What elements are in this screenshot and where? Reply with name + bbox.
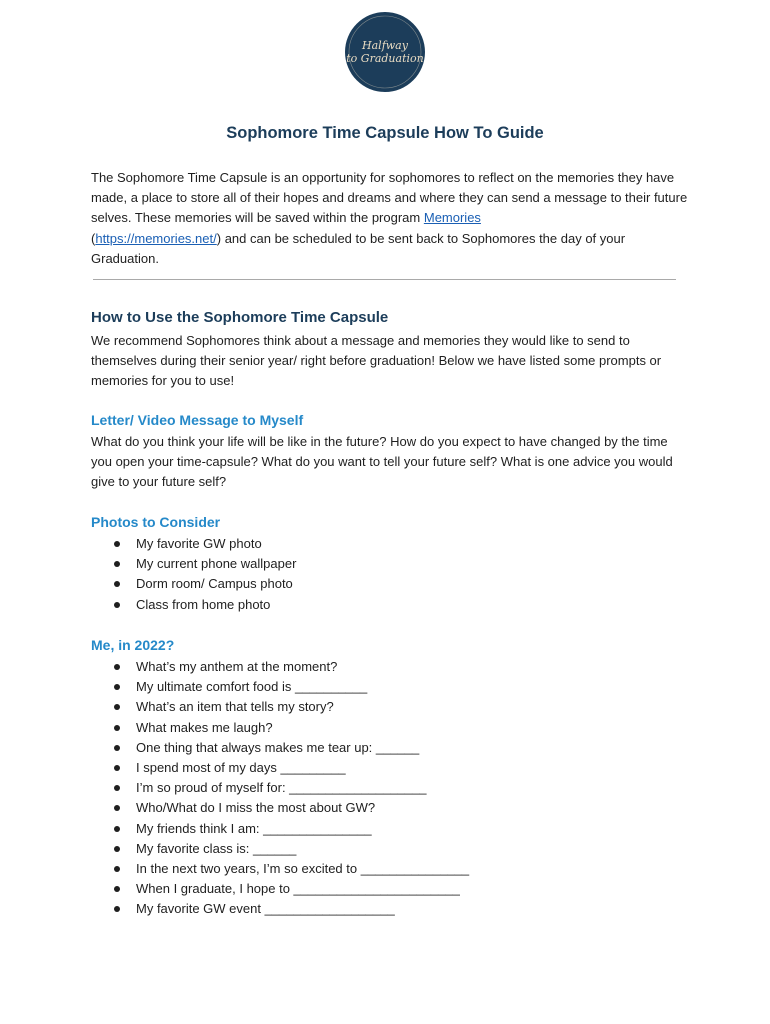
section-divider	[93, 279, 676, 280]
list-item: My favorite GW event __________________	[0, 899, 469, 919]
list-item: What’s my anthem at the moment?	[0, 657, 469, 677]
how-to-body: We recommend Sophomores think about a message and memories they would like to send to themselves during their senior year/ right before graduation! Below we have listed some prompts or memories for you to use!	[91, 333, 662, 389]
bullet-icon	[114, 785, 120, 791]
bullet-icon	[114, 826, 120, 832]
list-item: My ultimate comfort food is __________	[0, 677, 469, 697]
photos-heading: Photos to Consider	[91, 514, 221, 530]
list-item: When I graduate, I hope to _______________________	[0, 879, 469, 899]
letter-body: What do you think your life will be like in the future? How do you expect to have changed by the time you open your time-capsule? What do you want to tell your future self? What is one advice you would give to your future self?	[91, 434, 673, 490]
bullet-icon	[114, 581, 120, 587]
intro-text-before: The Sophomore Time Capsule is an opportunity for sophomores to reflect on the memories they have made, a place to store all of their hopes and dreams and where they can send a message to their future selves. These memories will be saved within the program	[91, 170, 688, 226]
list-item: My friends think I am: _______________	[0, 819, 469, 839]
bullet-icon	[114, 725, 120, 731]
memories-link[interactable]: Memories	[423, 210, 481, 226]
bullet-icon	[114, 805, 120, 811]
letter-heading: Letter/ Video Message to Myself	[91, 412, 304, 428]
bullet-icon	[114, 846, 120, 852]
list-item: I spend most of my days _________	[0, 758, 469, 778]
bullet-icon	[114, 561, 120, 567]
list-item: I’m so proud of myself for: ___________________	[0, 778, 469, 798]
logo-line2: to Graduation	[346, 52, 424, 65]
list-item: My favorite GW photo	[0, 534, 296, 554]
bullet-icon	[114, 906, 120, 912]
intro-paragraph: The Sophomore Time Capsule is an opportunity for sophomores to reflect on the memories they have made, a place to store all of their hopes and dreams and where they can send a message to their future selves. These memories will be saved within the program Memories (https://memories.net/) and can be scheduled to be sent back to Sophomores the day of your Graduation.	[91, 170, 688, 266]
bullet-icon	[114, 541, 120, 547]
logo-line1: Halfway	[362, 39, 408, 52]
bullet-icon	[114, 866, 120, 872]
logo	[345, 12, 425, 92]
list-item: Class from home photo	[0, 595, 296, 615]
bullet-icon	[114, 765, 120, 771]
bullet-icon	[114, 704, 120, 710]
list-item: My current phone wallpaper	[0, 554, 296, 574]
intro-text-after: and can be scheduled to be sent back to Sophomores the day of your Graduation.	[91, 230, 626, 266]
list-item: In the next two years, I’m so excited to _______________	[0, 859, 469, 879]
page-title: Sophomore Time Capsule How To Guide	[226, 124, 544, 142]
me2022-heading: Me, in 2022?	[91, 637, 175, 653]
list-item: Who/What do I miss the most about GW?	[0, 798, 469, 818]
bullet-icon	[114, 745, 120, 751]
list-item: What’s an item that tells my story?	[0, 697, 469, 717]
list-item: My favorite class is: ______	[0, 839, 469, 859]
bullet-icon	[114, 602, 120, 608]
list-item: Dorm room/ Campus photo	[0, 574, 296, 594]
bullet-icon	[114, 684, 120, 690]
photos-list	[0, 534, 296, 615]
me2022-list	[0, 657, 469, 920]
list-item: What makes me laugh?	[0, 718, 469, 738]
bullet-icon	[114, 886, 120, 892]
bullet-icon	[114, 664, 120, 670]
memories-url-link[interactable]: https://memories.net/	[95, 230, 217, 246]
list-item: One thing that always makes me tear up: ______	[0, 738, 469, 758]
how-to-heading: How to Use the Sophomore Time Capsule	[91, 309, 389, 326]
